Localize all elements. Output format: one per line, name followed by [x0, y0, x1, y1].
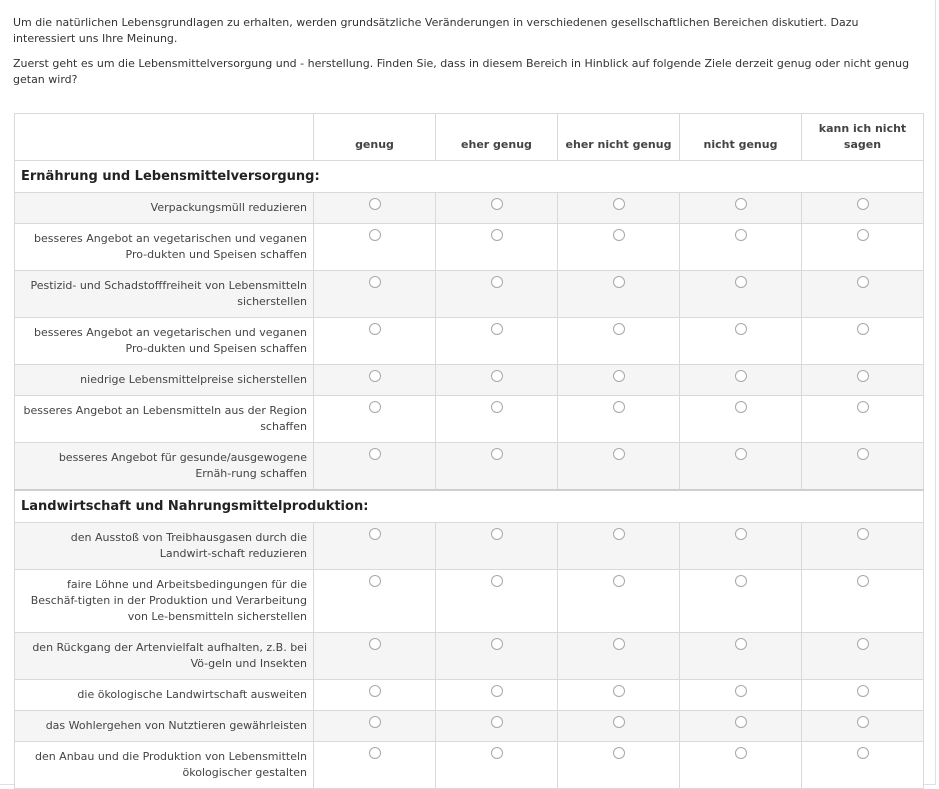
radio-button[interactable] [491, 638, 503, 650]
item-label: den Anbau und die Produktion von Lebensmitteln ökologischer gestalten [15, 741, 314, 788]
radio-button[interactable] [735, 448, 747, 460]
radio-button[interactable] [369, 323, 381, 335]
radio-button[interactable] [735, 747, 747, 759]
radio-button[interactable] [491, 448, 503, 460]
radio-button[interactable] [369, 575, 381, 587]
radio-button[interactable] [613, 528, 625, 540]
column-header: eher nicht genug [558, 114, 680, 161]
radio-button[interactable] [735, 685, 747, 697]
radio-button[interactable] [613, 685, 625, 697]
column-header: eher genug [436, 114, 558, 161]
table-row [15, 710, 924, 741]
radio-button[interactable] [491, 716, 503, 728]
radio-button[interactable] [369, 276, 381, 288]
column-header: genug [314, 114, 436, 161]
item-label: den Rückgang der Artenvielfalt aufhalten, z.B. bei Vö-geln und Insekten [15, 632, 314, 679]
radio-button[interactable] [735, 528, 747, 540]
section-header-row [15, 490, 924, 522]
radio-button[interactable] [735, 198, 747, 210]
radio-button[interactable] [735, 401, 747, 413]
radio-button[interactable] [369, 638, 381, 650]
header-corner [15, 114, 314, 161]
radio-button[interactable] [857, 370, 869, 382]
radio-button[interactable] [735, 370, 747, 382]
radio-button[interactable] [491, 229, 503, 241]
column-header: nicht genug [680, 114, 802, 161]
radio-button[interactable] [613, 747, 625, 759]
radio-button[interactable] [369, 747, 381, 759]
radio-button[interactable] [857, 198, 869, 210]
column-header: kann ich nicht sagen [802, 114, 924, 161]
item-label: Pestizid- und Schadstofffreiheit von Lebensmitteln sicherstellen [15, 271, 314, 318]
radio-button[interactable] [369, 528, 381, 540]
table-row [15, 318, 924, 365]
radio-button[interactable] [613, 575, 625, 587]
radio-button[interactable] [857, 276, 869, 288]
radio-button[interactable] [613, 198, 625, 210]
radio-button[interactable] [491, 528, 503, 540]
table-row [15, 365, 924, 396]
radio-button[interactable] [369, 685, 381, 697]
radio-button[interactable] [735, 323, 747, 335]
radio-button[interactable] [369, 198, 381, 210]
radio-button[interactable] [491, 575, 503, 587]
section-title: Landwirtschaft und Nahrungsmittelproduktion: [15, 490, 924, 522]
radio-button[interactable] [857, 448, 869, 460]
radio-button[interactable] [735, 229, 747, 241]
item-label: besseres Angebot an vegetarischen und veganen Pro-dukten und Speisen schaffen [15, 224, 314, 271]
radio-button[interactable] [491, 685, 503, 697]
radio-button[interactable] [857, 716, 869, 728]
radio-button[interactable] [369, 370, 381, 382]
radio-button[interactable] [369, 716, 381, 728]
item-label: besseres Angebot an vegetarischen und veganen Pro-dukten und Speisen schaffen [15, 318, 314, 365]
table-row [15, 193, 924, 224]
item-label: faire Löhne und Arbeitsbedingungen für die Beschäf-tigten in der Produktion und Verarbeitung von Le-bensmitteln sicherstellen [15, 569, 314, 632]
item-label: niedrige Lebensmittelpreise sicherstellen [15, 365, 314, 396]
radio-button[interactable] [491, 276, 503, 288]
radio-button[interactable] [491, 747, 503, 759]
item-label: den Ausstoß von Treibhausgasen durch die Landwirt-schaft reduzieren [15, 522, 314, 569]
radio-button[interactable] [491, 401, 503, 413]
radio-button[interactable] [857, 528, 869, 540]
radio-button[interactable] [613, 401, 625, 413]
radio-button[interactable] [857, 685, 869, 697]
item-label: die ökologische Landwirtschaft ausweiten [15, 679, 314, 710]
intro-text-1: Um die natürlichen Lebensgrundlagen zu erhalten, werden grundsätzliche Veränderungen in verschiedenen gesellschaftlichen Bereichen diskutiert. Dazu interessiert uns Ihre Meinung. [13, 16, 859, 45]
section-header-row [15, 161, 924, 193]
intro-text-2: Zuerst geht es um die Lebensmittelversorgung und - herstellung. Finden Sie, dass in diesem Bereich in Hinblick auf folgende Ziele derzeit genug oder nicht genug getan wird? [13, 57, 910, 86]
table-row [15, 224, 924, 271]
radio-button[interactable] [613, 323, 625, 335]
radio-button[interactable] [613, 638, 625, 650]
item-label: besseres Angebot für gesunde/ausgewogene Ernäh-rung schaffen [15, 443, 314, 491]
table-row [15, 741, 924, 788]
radio-button[interactable] [613, 716, 625, 728]
radio-button[interactable] [613, 229, 625, 241]
radio-button[interactable] [369, 448, 381, 460]
radio-button[interactable] [369, 401, 381, 413]
table-row [15, 632, 924, 679]
table-row [15, 569, 924, 632]
radio-button[interactable] [613, 370, 625, 382]
radio-button[interactable] [857, 323, 869, 335]
radio-button[interactable] [613, 276, 625, 288]
radio-button[interactable] [857, 401, 869, 413]
table-row [15, 522, 924, 569]
radio-button[interactable] [857, 575, 869, 587]
item-label: besseres Angebot an Lebensmitteln aus der Region schaffen [15, 396, 314, 443]
radio-button[interactable] [857, 638, 869, 650]
radio-button[interactable] [491, 370, 503, 382]
radio-button[interactable] [613, 448, 625, 460]
table-row [15, 679, 924, 710]
column-header-row [15, 114, 924, 161]
radio-button[interactable] [857, 747, 869, 759]
radio-button[interactable] [857, 229, 869, 241]
radio-button[interactable] [735, 638, 747, 650]
item-label: Verpackungsmüll reduzieren [15, 193, 314, 224]
section-title: Ernährung und Lebensmittelversorgung: [15, 161, 924, 193]
table-row [15, 271, 924, 318]
radio-button[interactable] [491, 323, 503, 335]
question-matrix [14, 113, 924, 789]
item-label: das Wohlergehen von Nutztieren gewährleisten [15, 710, 314, 741]
table-row [15, 396, 924, 443]
radio-button[interactable] [735, 716, 747, 728]
table-row [15, 443, 924, 491]
radio-button[interactable] [735, 575, 747, 587]
radio-button[interactable] [735, 276, 747, 288]
radio-button[interactable] [491, 198, 503, 210]
radio-button[interactable] [369, 229, 381, 241]
